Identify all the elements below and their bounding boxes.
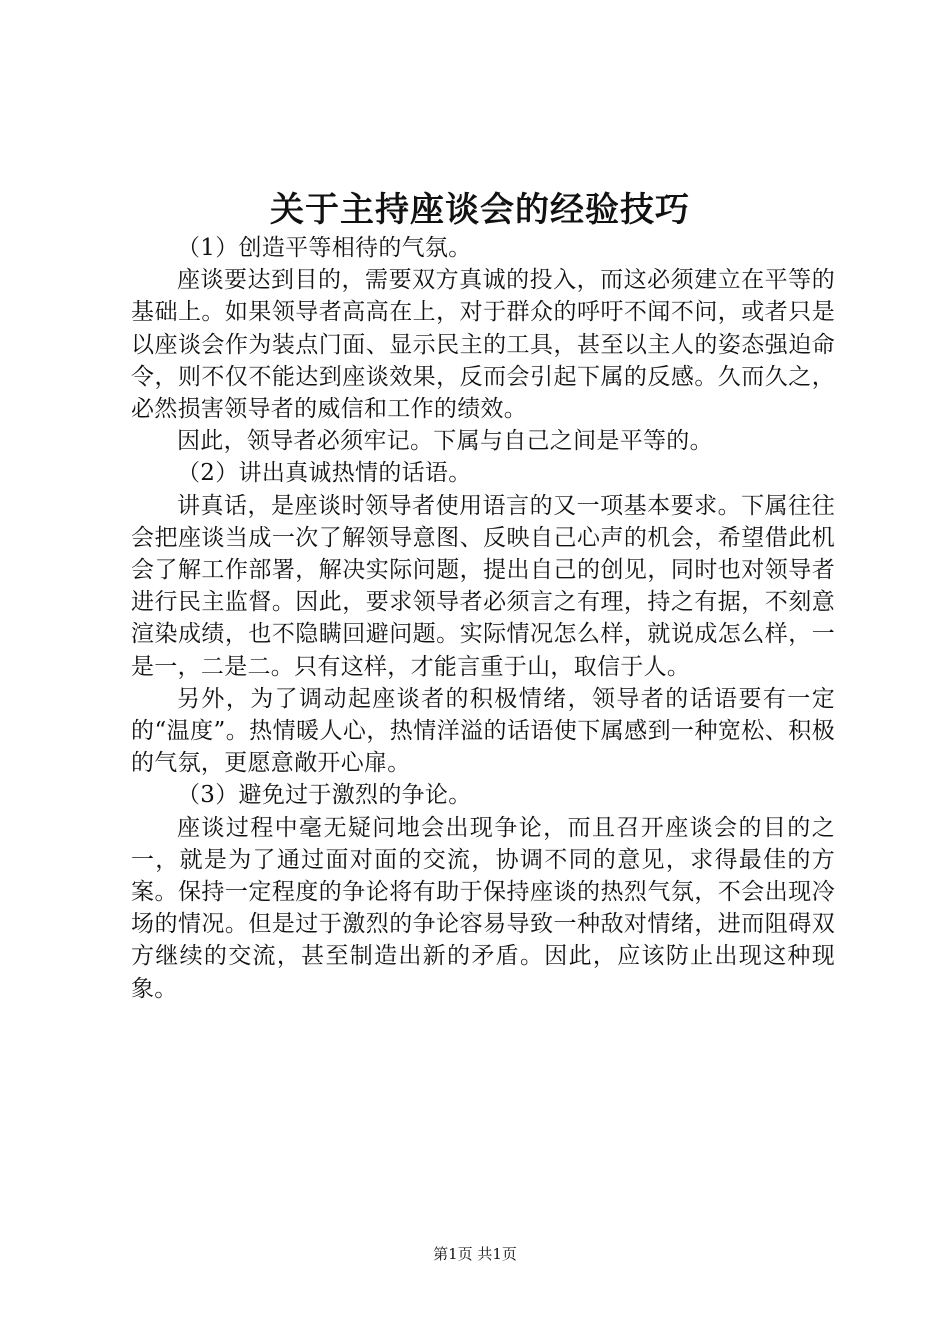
- section-heading-3: （3）避免过于激烈的争论。: [177, 782, 472, 809]
- section-heading-1: （1）创造平等相待的气氛。: [177, 235, 472, 261]
- document-body: [131, 232, 835, 1005]
- body-paragraph: 座谈过程中毫无疑问地会出现争论，而且召开座谈会的目的之一，就是为了通过面对面的交流，协调不同的意见，求得最佳的方案。保持一定程度的争论将有助于保持座谈的热烈气氛，不会出现冷场的情况。但是过于激烈的争论容易导致一种敌对情绪，进而阻碍双方继续的交流，甚至制造出新的矛盾。因此，应该防止出现这种现象。: [131, 814, 835, 1002]
- body-paragraph: 讲真话，是座谈时领导者使用语言的又一项基本要求。下属往往会把座谈当成一次了解领导意图、反映自己心声的机会，希望借此机会了解工作部署，解决实际问题，提出自己的创见，同时也对领导者进行民主监督。因此，要求领导者必须言之有理，持之有据，不刻意渲染成绩，也不隐瞒回避问题。实际情况怎么样，就说成怎么样，一是一，二是二。只有这样，才能言重于山，取信于人。: [131, 492, 835, 680]
- section-heading-2: （2）讲出真诚热情的话语。: [177, 460, 472, 487]
- document-title: 关于主持座谈会的经验技巧: [270, 190, 690, 230]
- body-paragraph: 座谈要达到目的，需要双方真诚的投入，而这必须建立在平等的基础上。如果领导者高高在上，对于群众的呼吁不闻不问，或者只是以座谈会作为装点门面、显示民主的工具，甚至以主人的姿态强迫命令，则不仅不能达到座谈效果，反而会引起下属的反感。久而久之，必然损害领导者的威信和工作的绩效。: [131, 267, 835, 423]
- body-paragraph: 因此，领导者必须牢记。下属与自己之间是平等的。: [177, 428, 713, 455]
- page-footer: 第1页 共1页: [433, 1245, 517, 1263]
- body-paragraph: 另外，为了调动起座谈者的积极情绪，领导者的话语要有一定的“温度”。热情暖人心，热情洋溢的话语使下属感到一种宽松、积极的气氛，更愿意敞开心扉。: [131, 685, 835, 777]
